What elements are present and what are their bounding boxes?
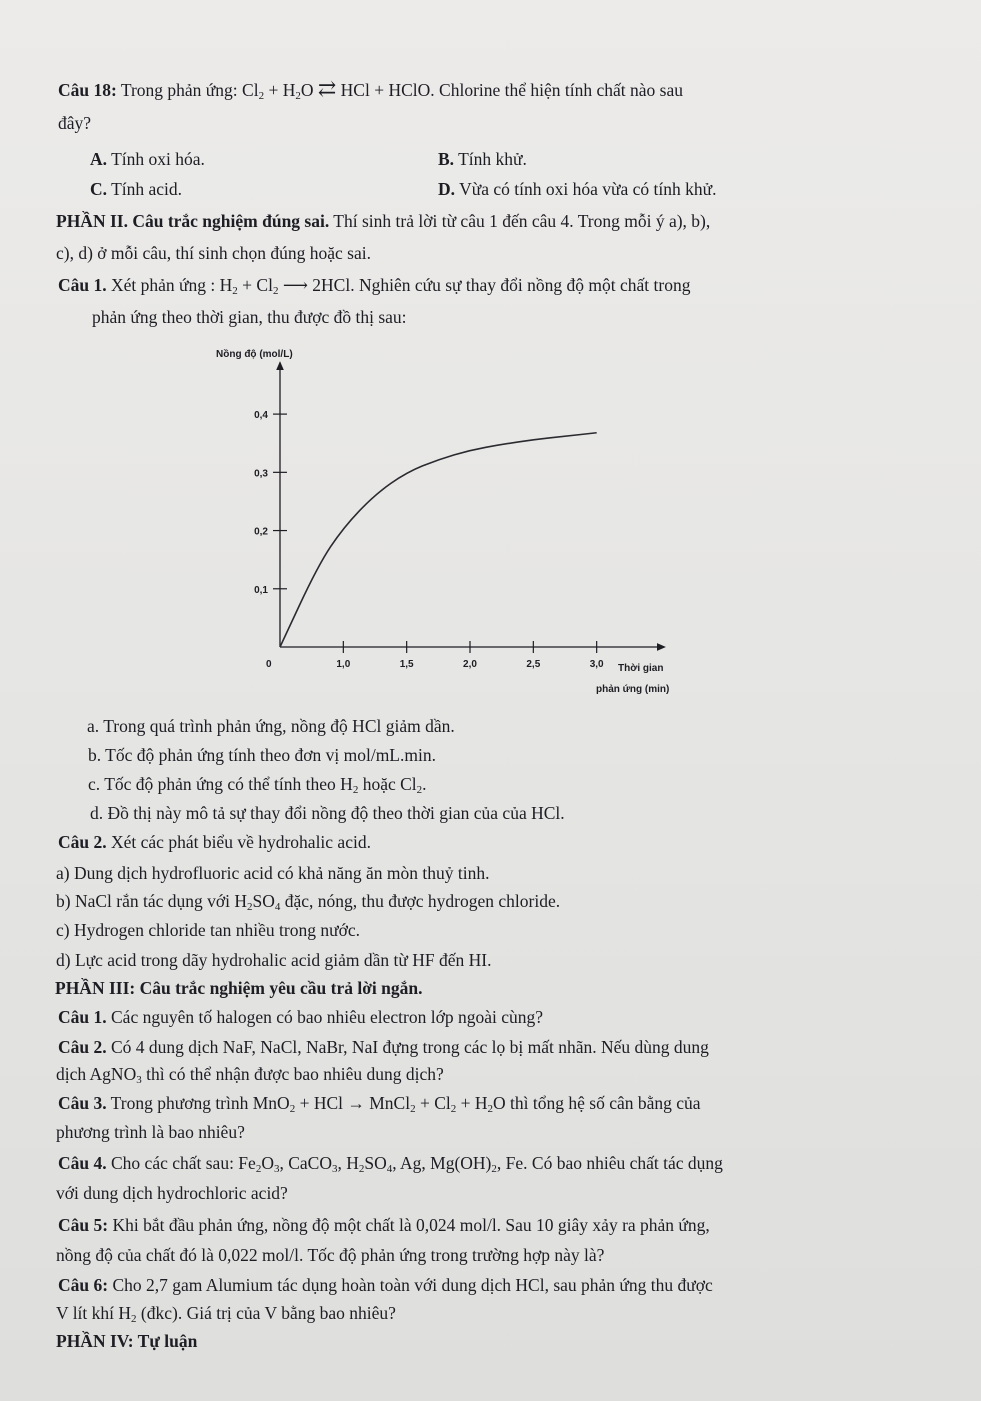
x-tick-label: 1,0 [336, 659, 351, 670]
part-2-intro-line1: PHẦN II. Câu trắc nghiệm đúng sai. Thí sinh trả lời từ câu 1 đến câu 4. Trong mỗi ý a), b), [56, 211, 711, 231]
statement-2d: d) Lực acid trong dãy hydrohalic acid giảm dần từ HF đến HI. [56, 950, 492, 970]
y-tick-label: 0,2 [254, 526, 268, 538]
x-tick-label: 2,0 [463, 659, 477, 670]
option-a[interactable]: A. Tính oxi hóa. [90, 149, 205, 169]
origin-label: 0 [266, 659, 272, 670]
x-ticks [336, 641, 604, 670]
part-3-question-4-line2: với dung dịch hydrochloric acid? [56, 1183, 288, 1203]
part-2-intro-line2: c), d) ở mỗi câu, thí sinh chọn đúng hoặc sai. [56, 243, 371, 263]
statement-2b: b) NaCl rắn tác dụng với $H_2SO_4$ đặc, nóng, thu được hydrogen chloride. [56, 891, 561, 913]
y-tick-label: 0,4 [254, 410, 268, 422]
part-2-question-1-line1: Câu 1. Xét phản ứng : $H_2 + Cl_2$ ⟶ 2HCl. Nghiên cứu sự thay đổi nồng độ một chất trong [58, 275, 691, 297]
statement-1b: b. Tốc độ phản ứng tính theo đơn vị mol/mL.min. [88, 745, 436, 765]
part-3-question-5-line2: nồng độ của chất đó là 0,022 mol/l. Tốc độ phản ứng trong trường hợp này là? [56, 1245, 605, 1265]
part-3-question-1: Câu 1. Các nguyên tố halogen có bao nhiêu electron lớp ngoài cùng? [58, 1007, 544, 1027]
y-tick-label: 0,1 [254, 584, 268, 596]
part-4-heading: PHẦN IV: Tự luận [56, 1331, 198, 1351]
part-3-question-6-line2: V lít khí $H_2$ (đkc). Giá trị của V bằng bao nhiêu? [56, 1303, 396, 1325]
part-3-question-3-line1: Câu 3. Trong phương trình MnO$_2$ + HCl → MnCl$_2$ + $Cl_2 + H_2O$ thì tổng hệ số cân bằng của [58, 1093, 701, 1115]
x-tick-label: 2,5 [526, 659, 541, 670]
part-2-question-1-line2: phản ứng theo thời gian, thu được đồ thị sau: [92, 307, 407, 327]
statement-2c: c) Hydrogen chloride tan nhiều trong nước. [56, 920, 360, 940]
part-3-question-4-line1: Câu 4. Cho các chất sau: $Fe_2O_3$, CaCO$_3$, $H_2SO_4$, Ag, $Mg(OH)_2$, Fe. Có bao nhiêu chất tác dụng [58, 1153, 723, 1175]
x-tick-label: 1,5 [399, 659, 414, 670]
reaction-arrow-icon: ⟶ [278, 275, 313, 295]
concentration-time-chart [200, 335, 740, 705]
part-3-question-5-line1: Câu 5: Khi bắt đầu phản ứng, nồng độ một chất là 0,024 mol/l. Sau 10 giây xảy ra phản ứng, [58, 1215, 710, 1235]
y-axis-label: Nồng độ (mol/L) [216, 349, 293, 360]
statement-1d: d. Đồ thị này mô tả sự thay đổi nồng độ theo thời gian của của HCl. [90, 803, 565, 823]
part-2-question-2: Câu 2. Xét các phát biểu về hydrohalic acid. [58, 832, 371, 852]
x-axis-label-line2: phản ứng (min) [596, 684, 670, 695]
x-axis-label-line1: Thời gian [618, 663, 664, 674]
statement-1c: c. Tốc độ phản ứng có thể tính theo $H_2$ hoặc $Cl_2$. [88, 774, 427, 796]
statement-2a: a) Dung dịch hydrofluoric acid có khả năng ăn mòn thuỷ tinh. [56, 863, 490, 883]
part-3-question-6-line1: Câu 6: Cho 2,7 gam Alumium tác dụng hoàn toàn với dung dịch HCl, sau phản ứng thu được [58, 1275, 713, 1295]
question-18-line2: đây? [58, 113, 92, 133]
part-3-heading: PHẦN III: Câu trắc nghiệm yêu cầu trả lời ngắn. [55, 978, 423, 998]
part-3-question-2-line2: dịch AgNO$_3$ thì có thể nhận được bao nhiêu dung dịch? [56, 1064, 444, 1086]
statement-1a: a. Trong quá trình phản ứng, nồng độ HCl giảm dần. [87, 716, 455, 736]
option-c[interactable]: C. Tính acid. [90, 179, 183, 199]
x-tick-label: 3,0 [589, 659, 604, 670]
option-d[interactable]: D. Vừa có tính oxi hóa vừa có tính khử. [438, 179, 717, 199]
question-18-line1: Câu 18: Trong phản ứng: $Cl_2 + H_2O$ ⇄ HCl + HClO. Chlorine thể hiện tính chất nào sau [58, 76, 683, 102]
y-ticks [254, 410, 287, 596]
series-line [280, 433, 597, 647]
part-3-question-3-line2: phương trình là bao nhiêu? [56, 1122, 245, 1142]
option-b[interactable]: B. Tính khử. [438, 149, 527, 169]
y-tick-label: 0,3 [254, 468, 268, 480]
part-3-question-2-line1: Câu 2. Có 4 dung dịch NaF, NaCl, NaBr, NaI đựng trong các lọ bị mất nhãn. Nếu dùng dung [58, 1037, 709, 1057]
equilibrium-arrow-icon: ⇄ [317, 76, 337, 101]
